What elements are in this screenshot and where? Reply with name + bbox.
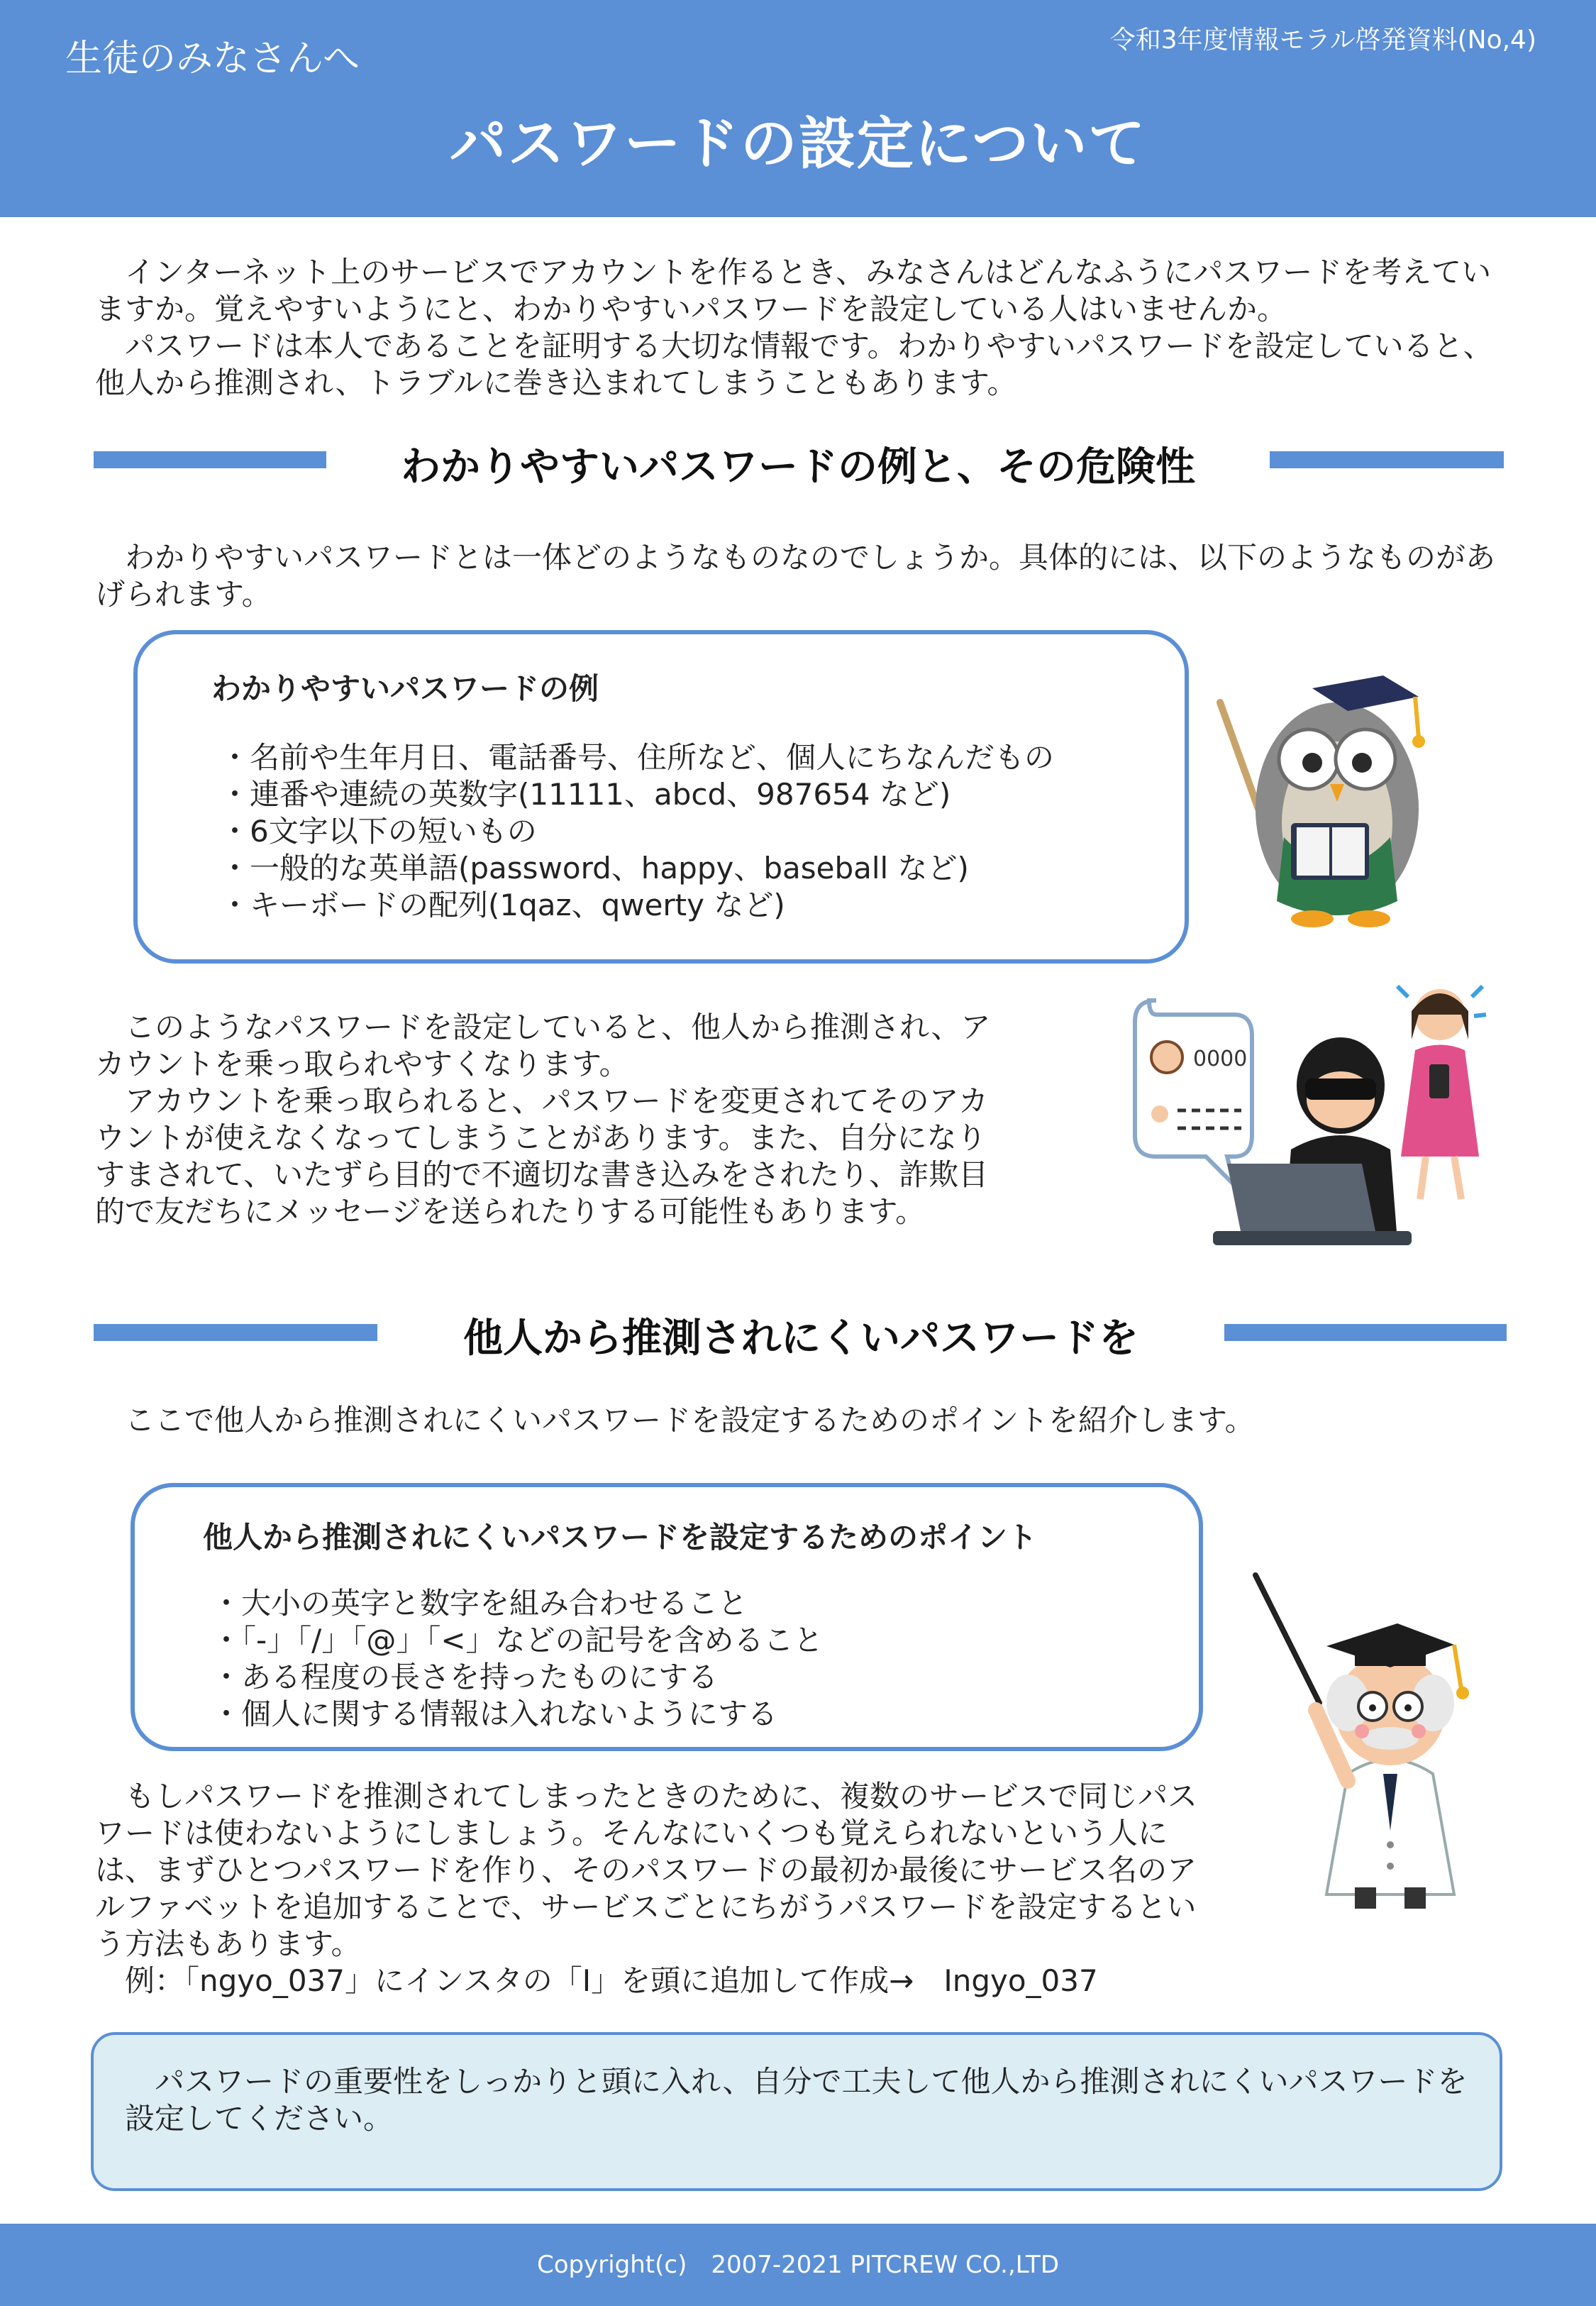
summary-text: パスワードの重要性をしっかりと頭に入れ、自分で工夫して他人から推測されにくいパスワードを設定してください。 <box>125 2064 1468 2136</box>
section2-body <box>95 1778 1202 1999</box>
list-item: ・ 6文字以下の短いもの <box>220 813 1185 850</box>
section2-lead <box>95 1402 1507 1439</box>
bubble-digits: 0000 <box>1193 1047 1248 1071</box>
list-item: ・ ある程度の長さを持ったものにする <box>211 1659 1199 1696</box>
section2-heading: 他人から推測されにくいパスワードを <box>463 1315 1138 1362</box>
heading-bar-left <box>94 1324 377 1341</box>
section1-body-paragraph: このようなパスワードを設定していると、他人から推測され、アカウントを乗っ取られやすくなります。 <box>95 1010 991 1081</box>
list-item: ・ 「-」「/」「@」「<」などの記号を含めること <box>211 1622 1199 1659</box>
section2-body-paragraph: もしパスワードを推測されてしまったときのために、複数のサービスで同じパスワードは使わないようにしましょう。そんなにいくつも覚えられないという人には、まずひとつパスワードを作り、そのパスワードの最初か最後にサービス名のアルファベットを追加することで、サービスごとにちがうパスワードを設定するという方法もあります。 <box>95 1779 1198 1961</box>
box-title: わかりやすいパスワードの例 <box>211 671 599 706</box>
intro-text <box>95 254 1507 402</box>
section1-body-paragraph: アカウントを乗っ取られると、パスワードを変更されてそのアカウントが使えなくなってしまうことがあります。また、自分になりすまされて、いたずら目的で不適切な書き込みをされたり、詐欺目的で友だちにメッセージを送られたりする可能性もあります。 <box>95 1083 989 1229</box>
footer: Copyright(c) 2007-2021 PITCREW CO.,LTD <box>0 2224 1596 2306</box>
list-item: ・ 個人に関する情報は入れないようにする <box>211 1696 1199 1733</box>
professor-illustration <box>1241 1561 1511 1916</box>
list-item: ・ 一般的な英単語(password、happy、baseball など) <box>220 850 1185 887</box>
intro-paragraph: インターネット上のサービスでアカウントを作るとき、みなさんはどんなふうにパスワードを考えていますか。覚えやすいようにと、わかりやすいパスワードを設定している人はいませんか。 <box>95 255 1492 326</box>
section2-lead-text: ここで他人から推測されにくいパスワードを設定するためのポイントを紹介します。 <box>125 1403 1255 1438</box>
owl-teacher-illustration <box>1206 660 1440 937</box>
account-hijack-illustration <box>1128 972 1497 1256</box>
heading-bar-right <box>1224 1324 1507 1341</box>
list-item: ・ 連番や連続の英数字(11111、abcd、987654 など) <box>220 776 1185 813</box>
heading-bar-right <box>1270 451 1504 468</box>
section1-lead <box>95 539 1507 613</box>
section1-body <box>95 1009 1010 1230</box>
section1-heading: わかりやすいパスワードの例と、その危険性 <box>401 444 1195 490</box>
greeting: 生徒のみなさんへ <box>65 38 360 80</box>
strong-password-points-box <box>131 1483 1203 1751</box>
intro-paragraph: パスワードは本人であることを証明する大切な情報です。わかりやすいパスワードを設定していると、他人から推測され、トラブルに巻き込まれてしまうこともあります。 <box>95 329 1493 400</box>
points-list <box>211 1585 1199 1733</box>
heading-bar-left <box>94 451 326 468</box>
easy-password-examples-box <box>133 630 1189 964</box>
list-item: ・ 名前や生年月日、電話番号、住所など、個人にちなんだもの <box>220 739 1185 776</box>
summary-box <box>91 2032 1502 2191</box>
example-line: 例：「ngyo_037」にインスタの「I」を頭に追加して作成→ Ingyo_037 <box>125 1963 1098 1998</box>
box-title: 他人から推測されにくいパスワードを設定するためのポイント <box>203 1520 1038 1555</box>
example-list <box>220 739 1185 924</box>
list-item: ・ 大小の英字と数字を組み合わせること <box>211 1585 1199 1622</box>
page-title: パスワードの設定について <box>449 111 1147 177</box>
document-reference: 令和3年度情報モラル啓発資料(No,4) <box>1109 26 1536 55</box>
section1-lead-text: わかりやすいパスワードとは一体どのようなものなのでしょうか。具体的には、以下のようなものがあげられます。 <box>95 540 1496 612</box>
list-item: ・ キーボードの配列(1qaz、qwerty など) <box>220 887 1185 924</box>
